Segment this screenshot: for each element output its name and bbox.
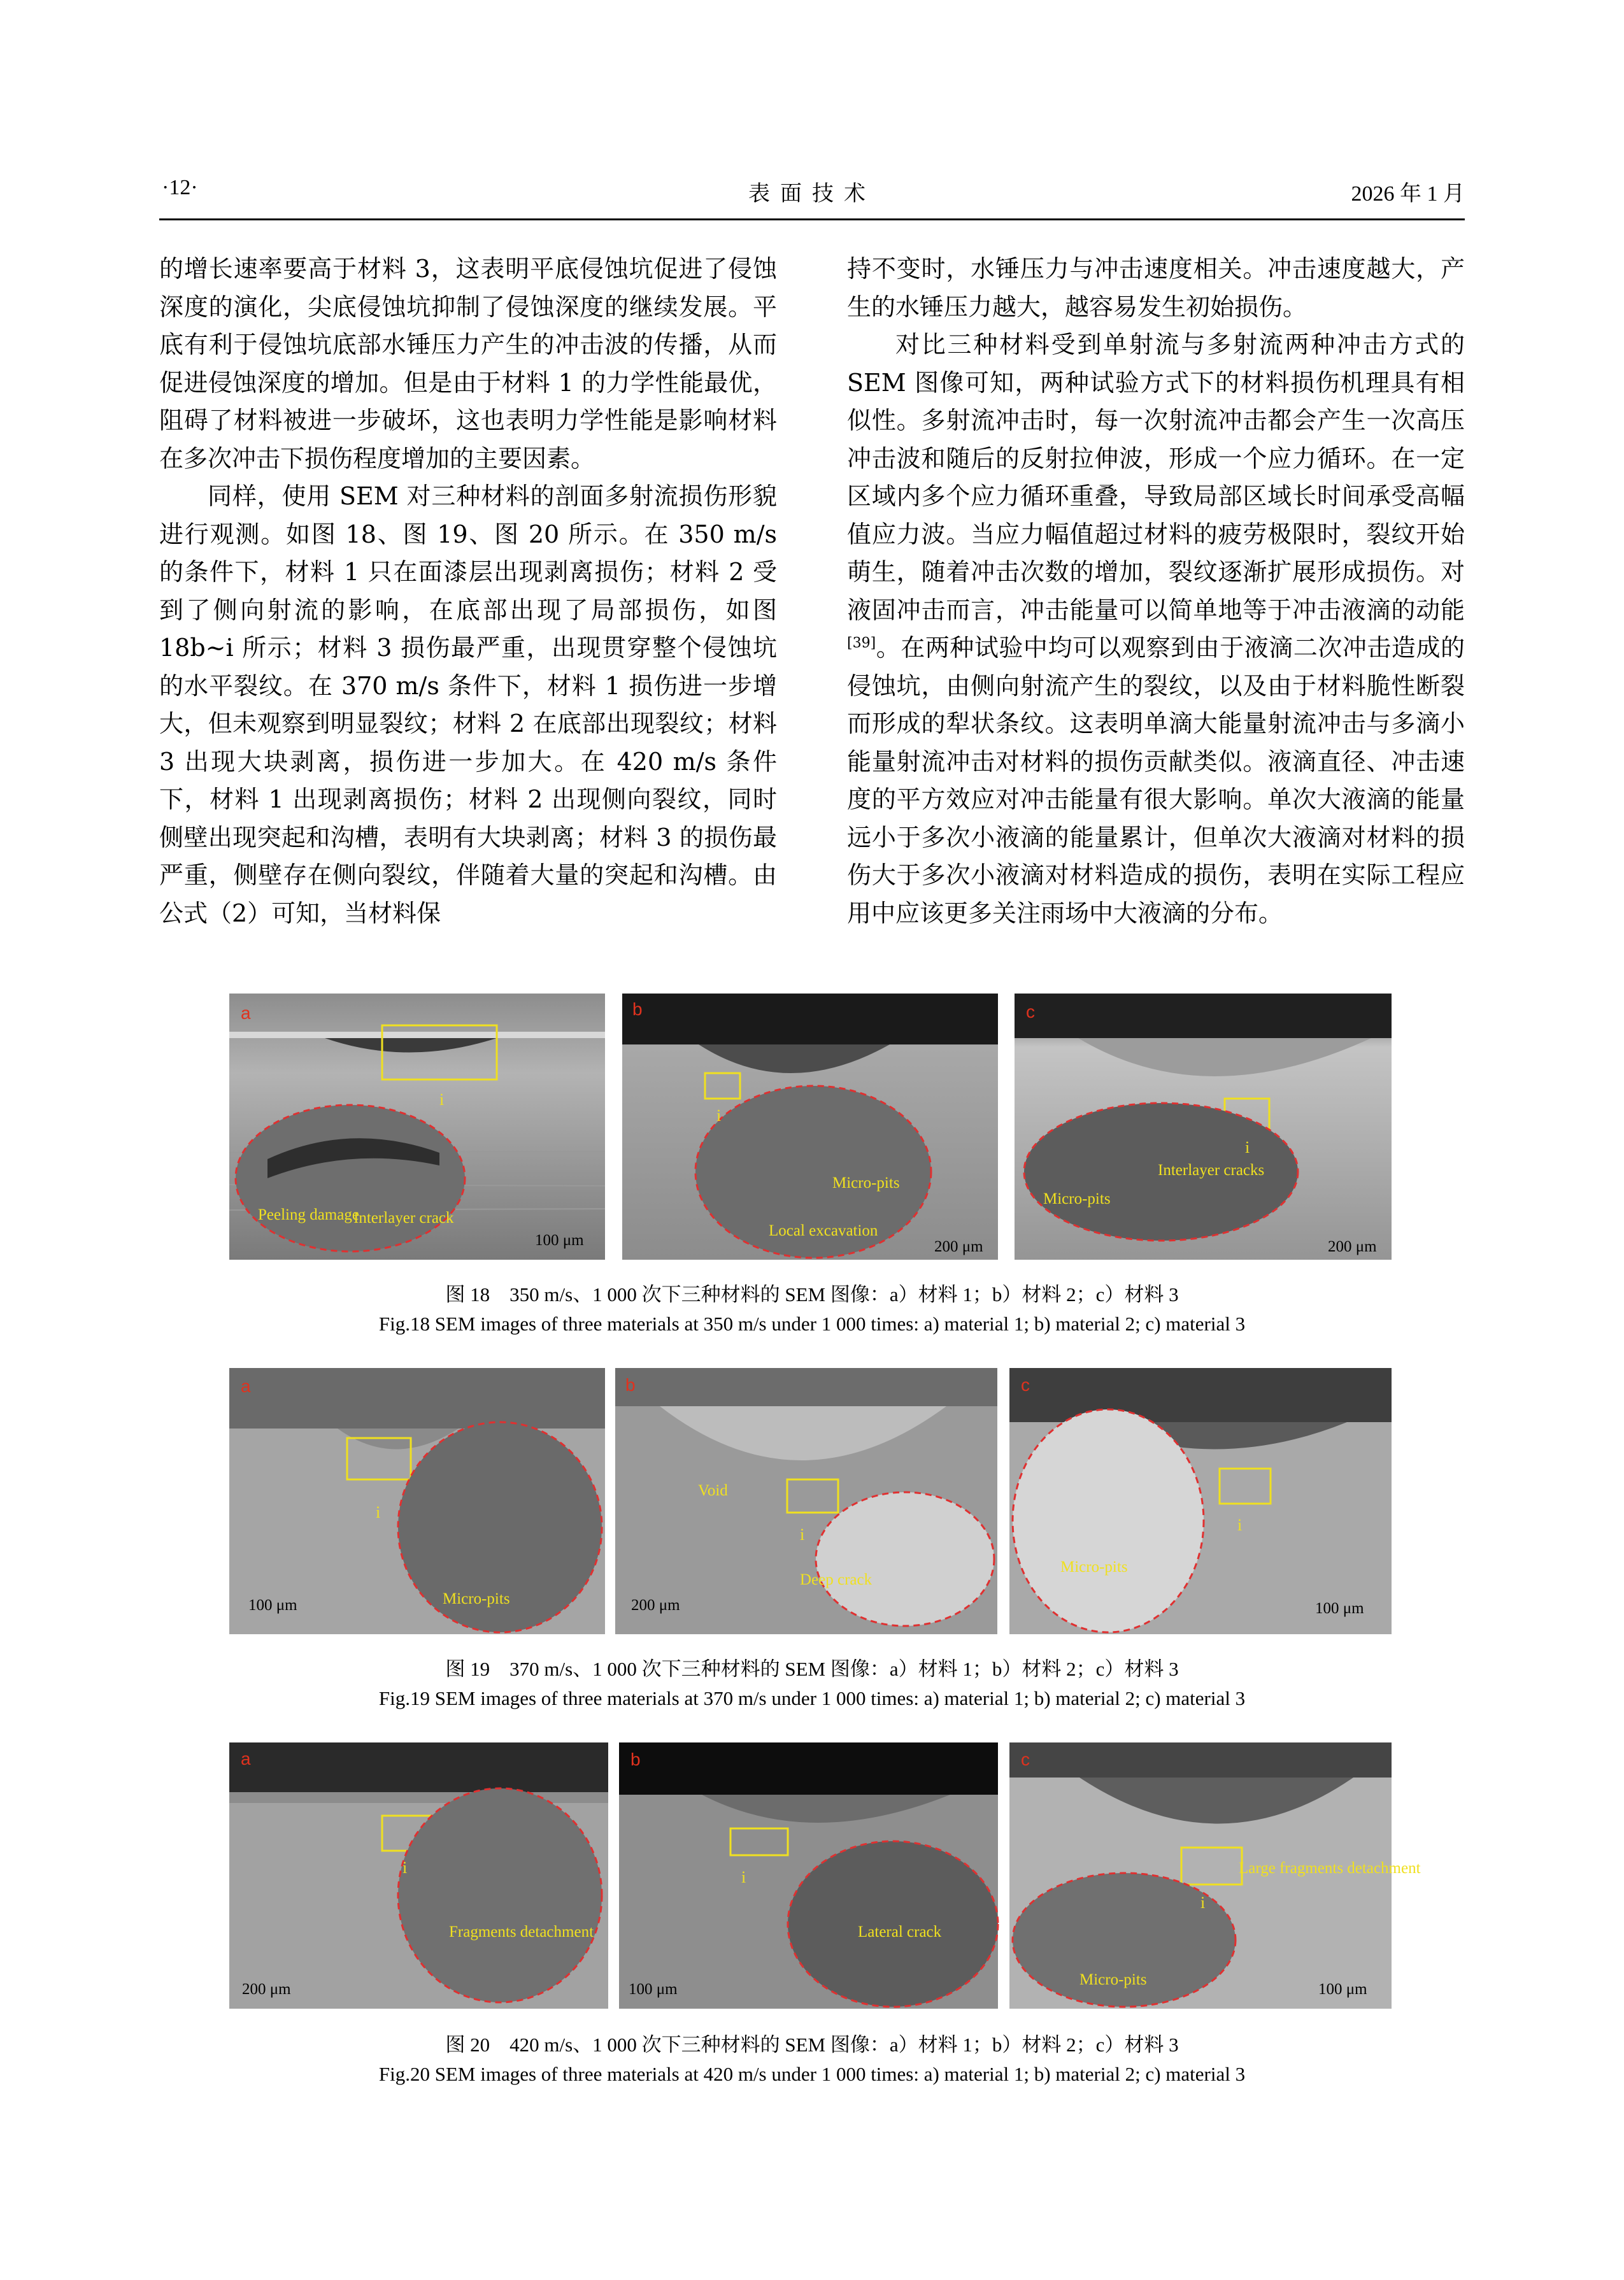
annotation: Micro-pits xyxy=(1043,1190,1111,1208)
inset-ellipse xyxy=(816,1492,994,1626)
annotation: Local excavation xyxy=(769,1222,878,1239)
issue-date: 2026 年 1 月 xyxy=(1351,182,1465,206)
figure-20 xyxy=(229,1742,1421,2009)
paragraph: 同样，使用 SEM 对三种材料的剖面多射流损伤形貌进行观测。如图 18、图 19、图 20 所示。在 350 m/s 的条件下，材料 1 只在面漆层出现剥离损伤；材料 2 受到了侧向射流的影响，在底部出现了局部损伤，如图 18b~i 所示；材料 3 损伤最严重，出现贯穿整个侵蚀坑的水平裂纹。在 370 m/s 条件下，材料 1 损伤进一步增大，但未观察到明显裂纹；材料 2 在底部出现裂纹；材料 3 出现大块剥离，损伤进一步加大。在 420 m/s 条件下，材料 1 出现剥离损伤；材料 2 出现侧向裂纹，同时侧壁出现突起和沟槽，表明有大块剥离；材料 3 的损伤最严重，侧壁存在侧向裂纹，伴随着大量的突起和沟槽。由公式（2）可知，当材料保 xyxy=(159,482,777,927)
annotation: Large fragments detachment xyxy=(1239,1860,1421,1877)
figure-19-caption-en: Fig.19 SEM images of three materials at 370 m/s under 1 000 times: a) material 1; b) material 2; c) material 3 xyxy=(378,1687,1246,1709)
inset-ellipse xyxy=(398,1788,602,2002)
annotation: Interlayer crack xyxy=(353,1209,454,1227)
text-run: 对比三种材料受到单射流与多射流两种冲击方式的 SEM 图像可知，两种试验方式下的材料损伤机理具有相似性。多射流冲击时，每一次射流冲击都会产生一次高压冲击波和随后的反射拉伸波，形成一个应力循环。在一定区域内多个应力循环重叠，导致局部区域长时间承受高幅值应力波。当应力幅值超过材料的疲劳极限时，裂纹开始萌生，随着冲击次数的增加，裂纹逐渐扩展形成损伤。对液固冲击而言，冲击能量可以简单地等于冲击液滴的动能 xyxy=(847,331,1465,624)
panel-letter: c xyxy=(1021,1749,1030,1769)
sem-panel xyxy=(619,1742,998,2009)
scale-bar: 200 μm xyxy=(242,1981,291,1998)
figure-20-caption-en: Fig.20 SEM images of three materials at 420 m/s under 1 000 times: a) material 1; b) material 2; c) material 3 xyxy=(378,2063,1246,2085)
inset-label: i xyxy=(376,1503,381,1521)
figure-19 xyxy=(229,1368,1392,1634)
body-column-left xyxy=(159,250,777,932)
citation: [39] xyxy=(847,635,876,652)
annotation: Micro-pits xyxy=(1079,1971,1147,1988)
text-run: 。在两种试验中均可以观察到由于液滴二次冲击造成的侵蚀坑，由侧向射流产生的裂纹，以及由于材料脆性断裂而形成的犁状条纹。这表明单滴大能量射流冲击与多滴小能量射流冲击对材料的损伤贡献类似。液滴直径、冲击速度的平方效应对冲击能量有很大影响。单次大液滴的能量远小于多次小液滴的能量累计，但单次大液滴对材料的损伤大于多次小液滴对材料造成的损伤，表明在实际工程应用中应该更多关注雨场中大液滴的分布。 xyxy=(847,634,1465,927)
sem-panel xyxy=(229,1742,608,2009)
body-column-right xyxy=(847,250,1465,932)
panel-letter: c xyxy=(1026,1002,1035,1022)
inset-label: i xyxy=(1200,1893,1206,1912)
annotation: Fragments detachment xyxy=(449,1923,594,1941)
figure-20-caption-cn: 图 20 420 m/s、1 000 次下三种材料的 SEM 图像：a）材料 1；b）材料 2；c）材料 3 xyxy=(445,2034,1179,2056)
journal-title: 表面技术 xyxy=(748,182,876,206)
annotation: Micro-pits xyxy=(832,1174,900,1192)
inset-label: i xyxy=(402,1858,408,1877)
figure-18-caption-cn: 图 18 350 m/s、1 000 次下三种材料的 SEM 图像：a）材料 1；b）材料 2；c）材料 3 xyxy=(445,1283,1179,1306)
inset-label: i xyxy=(741,1868,746,1886)
scale-bar: 100 μm xyxy=(248,1597,297,1614)
panel-letter: b xyxy=(632,999,643,1019)
scale-bar: 200 μm xyxy=(1328,1238,1377,1255)
paragraph xyxy=(847,326,1465,932)
annotation: Void xyxy=(698,1482,728,1499)
figure-18 xyxy=(229,994,1392,1260)
panel-letter: a xyxy=(241,1749,251,1769)
paragraph: 持不变时，水锤压力与冲击速度相关。冲击速度越大，产生的水锤压力越大，越容易发生初始损伤。 xyxy=(847,255,1465,321)
scale-bar: 200 μm xyxy=(934,1238,983,1255)
sem-panel xyxy=(1009,1742,1421,2009)
inset-label: i xyxy=(800,1525,805,1544)
sem-panel xyxy=(622,994,998,1260)
inset-label: i xyxy=(439,1090,445,1109)
sem-panel xyxy=(1015,994,1392,1260)
header-rule xyxy=(159,218,1465,220)
panel-letter: b xyxy=(630,1749,641,1769)
page-number: ·12· xyxy=(162,176,198,199)
scale-bar: 200 μm xyxy=(631,1597,680,1614)
annotation: Micro-pits xyxy=(1060,1558,1128,1576)
panel-letter: a xyxy=(241,1003,251,1023)
annotation: Peeling damage xyxy=(258,1206,359,1223)
sem-panel xyxy=(229,994,605,1260)
sem-panel xyxy=(615,1368,997,1634)
sem-panel xyxy=(229,1368,605,1634)
annotation: Micro-pits xyxy=(443,1590,510,1607)
sem-panel xyxy=(1009,1368,1392,1634)
annotation: Interlayer cracks xyxy=(1158,1162,1265,1179)
inset-label: i xyxy=(716,1106,722,1125)
figure-18-caption-en: Fig.18 SEM images of three materials at 350 m/s under 1 000 times: a) material 1; b) material 2; c) material 3 xyxy=(378,1313,1246,1335)
running-header xyxy=(159,176,1465,214)
annotation: Deep crack xyxy=(800,1571,873,1588)
inset-label: i xyxy=(1245,1138,1250,1157)
figure-19-caption-cn: 图 19 370 m/s、1 000 次下三种材料的 SEM 图像：a）材料 1；b）材料 2；c）材料 3 xyxy=(445,1658,1179,1680)
scale-bar: 100 μm xyxy=(1318,1981,1367,1998)
panel-letter: c xyxy=(1021,1375,1030,1395)
scale-bar: 100 μm xyxy=(1315,1600,1364,1617)
inset-ellipse xyxy=(1013,1409,1204,1632)
annotation: Lateral crack xyxy=(858,1923,942,1941)
paragraph: 的增长速率要高于材料 3，这表明平底侵蚀坑促进了侵蚀深度的演化，尖底侵蚀坑抑制了侵蚀深度的继续发展。平底有利于侵蚀坑底部水锤压力产生的冲击波的传播，从而促进侵蚀深度的增加。但是由于材料 1 的力学性能最优，阻碍了材料被进一步破坏，这也表明力学性能是影响材料在多次冲击下损伤程度增加的主要因素。 xyxy=(159,255,777,473)
panel-letter: a xyxy=(241,1376,251,1396)
panel-letter: b xyxy=(625,1375,636,1395)
scale-bar: 100 μm xyxy=(535,1232,584,1249)
inset-label: i xyxy=(1237,1516,1243,1534)
scale-bar: 100 μm xyxy=(629,1981,678,1998)
inset-ellipse xyxy=(236,1105,465,1251)
